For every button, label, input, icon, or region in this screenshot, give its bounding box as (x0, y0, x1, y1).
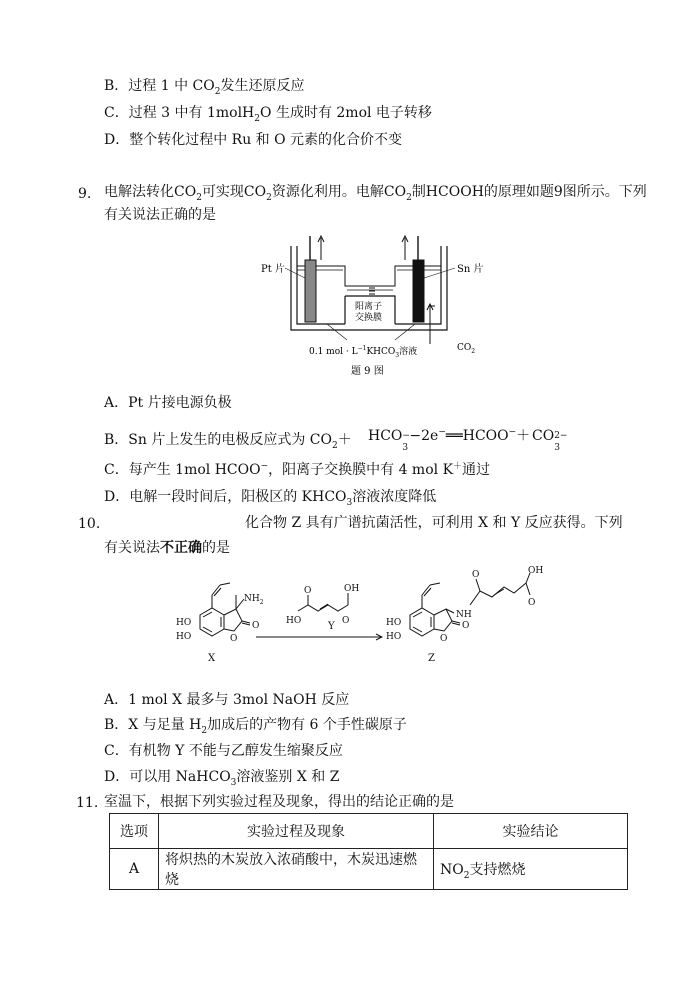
q9-option-b-carbonate: CO 2− 3 (532, 428, 568, 453)
table-row (110, 849, 628, 890)
q10-stem: 化合物 Z 具有广谱抗菌活性，可利用 X 和 Y 反应获得。下列 (245, 515, 623, 531)
sn-electrode (413, 260, 424, 322)
q9-option-c: C．每产生 1mol HCOO−，阳离子交换膜中有 4 mol K＋通过 (104, 461, 491, 478)
z-amide-o: O (472, 570, 480, 580)
q9-option-a: A．Pt 片接电源负极 (104, 395, 232, 411)
q10-option-a: A．1 mol X 最多与 3mol NaOH 反应 (104, 692, 350, 708)
experiment-table (109, 813, 628, 890)
y-o-left: O (304, 586, 312, 596)
q9-number: 9. (78, 186, 92, 202)
y-o-right: O (342, 616, 350, 626)
solution-leader-right (395, 324, 415, 340)
figure-caption: 题 9 图 (351, 366, 384, 377)
z-ring-o: O (440, 634, 448, 644)
cell-wall-left (291, 246, 365, 330)
solution-label: 0.1 mol · $L^{-1}KHCO_3$溶液 (309, 345, 418, 359)
header-conclusion: 实验结论 (434, 814, 628, 849)
x-furanone-ring (224, 609, 242, 631)
q10-stem-line2: 有关说法不正确的是 (104, 540, 230, 556)
co2-inlet (430, 306, 435, 344)
z-oh: OH (528, 566, 544, 576)
row-process: 将炽热的木炭放入浓硝酸中，木炭迅速燃烧 (159, 849, 434, 890)
molecule-x (200, 583, 250, 636)
pt-electrode (305, 260, 316, 322)
z-ho-top: HO (386, 618, 402, 628)
membrane-label-1: 阳离子 (355, 302, 383, 312)
z-furanone-ring (434, 609, 452, 631)
q9-option-d: D．电解一段时间后，阳极区的 $KHCO_3$溶液浓度降低 (104, 489, 437, 508)
row-conclusion: $NO_2$支持燃烧 (434, 849, 628, 890)
sn-leader (424, 268, 455, 278)
q10-number: 10. (78, 516, 101, 532)
q9-option-b: B．Sn 片上发生的电极反应式为 $CO_2+$ (104, 432, 352, 451)
z-ho-bottom: HO (386, 632, 402, 642)
q9-option-b-equation: HCO − 3 −2e−══HCOO−＋ (368, 427, 531, 453)
solution-leader-left (327, 324, 347, 340)
pt-leader (285, 268, 305, 278)
q9-stem: 电解法转化$CO_2$可实现$CO_2$资源化利用。电解$CO_2$制HCOOH的原理如题9图所示。下列 (104, 184, 647, 203)
label-x: X (208, 653, 216, 664)
label-z: Z (428, 653, 435, 664)
reaction-scheme (170, 565, 560, 673)
sn-label: Sn 片 (457, 264, 484, 275)
q10-option-b: B．X 与足量 $H_2$加成后的产物有 6 个手性碳原子 (104, 717, 407, 736)
molecule-z (410, 573, 530, 636)
q8-option-d: D．整个转化过程中 Ru 和 O 元素的化合价不变 (104, 132, 403, 148)
q8-option-c: C．过程 3 中有 1molH$_2$O 生成时有 2mol 电子转移 (104, 105, 432, 124)
membrane-mark (369, 288, 375, 294)
header-option: 选项 (110, 814, 159, 849)
x-carbonyl (242, 621, 250, 623)
q10-option-d: D．可以用 NaHCO$_3$溶液鉴别 X 和 Z (104, 769, 340, 788)
electrolysis-cell-diagram (255, 226, 485, 378)
co2-label: $CO_2$ (457, 343, 476, 355)
y-ho: HO (286, 616, 302, 626)
label-y: Y (328, 621, 335, 632)
y-oh: OH (344, 584, 360, 594)
z-keto-o: O (462, 621, 470, 631)
z-nh: NH (456, 610, 472, 620)
x-keto-o: O (252, 621, 260, 631)
x-ring-o: O (230, 634, 238, 644)
row-option: A (110, 849, 159, 890)
x-nh2: $NH_2$ (244, 594, 264, 606)
membrane-label-2: 交换膜 (355, 313, 383, 323)
x-ho-top: HO (176, 618, 192, 628)
table-header-row (110, 814, 628, 849)
q10-option-c: C．有机物 Y 不能与乙醇发生缩聚反应 (104, 743, 343, 759)
q11-stem: 室温下，根据下列实验过程及现象，得出的结论正确的是 (104, 794, 454, 810)
header-process: 实验过程及现象 (159, 814, 434, 849)
y-chain (298, 605, 348, 611)
z-acid-o: O (528, 598, 536, 608)
q11-number: 11. (76, 795, 99, 811)
x-ho-bottom: HO (176, 632, 192, 642)
q9-stem-line2: 有关说法正确的是 (104, 207, 216, 223)
pt-label: Pt 片 (261, 264, 285, 275)
q8-option-b: B．过程 1 中 $CO_2$发生还原反应 (104, 78, 305, 97)
